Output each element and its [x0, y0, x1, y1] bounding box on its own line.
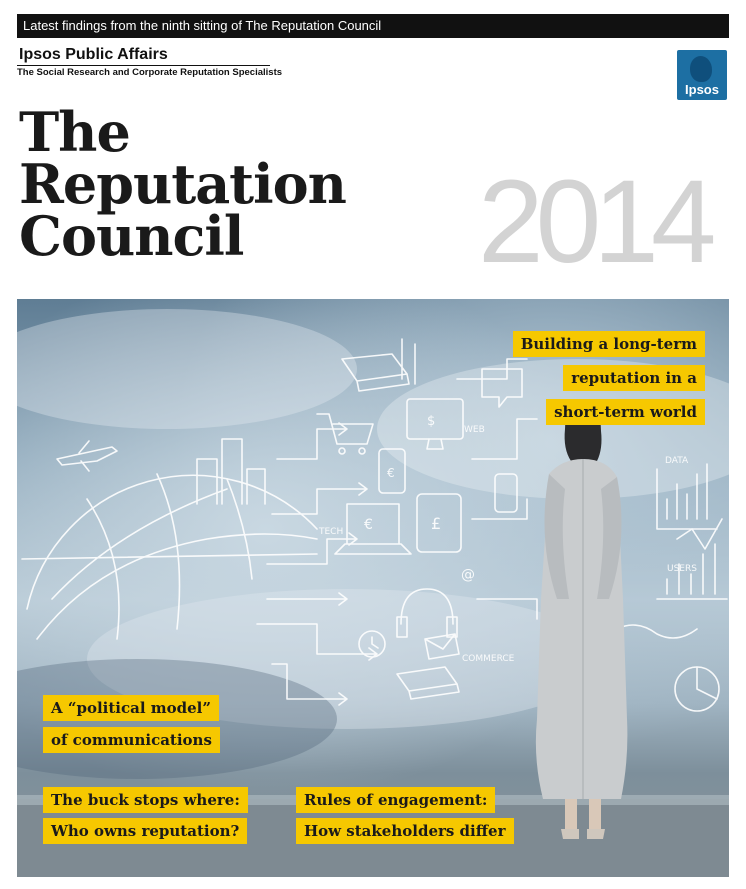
title-line-1: The — [19, 100, 130, 164]
at-symbol: @ — [461, 567, 475, 583]
callout-buck-2: Who owns reputation? — [43, 818, 247, 844]
pie-slice-sketch — [697, 667, 717, 699]
buildings-sketch — [197, 439, 265, 504]
logo-mark — [690, 56, 712, 82]
title-line-3: Council — [19, 204, 244, 268]
logo-text: Ipsos — [685, 82, 719, 97]
label-users: USERS — [667, 564, 697, 574]
callout-buck-1: The buck stops where: — [43, 787, 248, 813]
cart-sketch — [317, 414, 373, 454]
callout-building-1: Building a long-term — [513, 331, 705, 357]
label-commerce: COMMERCE — [462, 654, 515, 664]
hero-image — [17, 299, 729, 877]
callout-rules-1: Rules of engagement: — [296, 787, 495, 813]
title-year: 2014 — [478, 156, 709, 288]
callout-building-2: reputation in a — [563, 365, 705, 391]
arrow-sketch — [472, 499, 527, 519]
top-banner: Latest findings from the ninth sitting of The Reputation Council — [17, 14, 729, 38]
dollar-symbol: $ — [427, 414, 436, 429]
brand-block — [17, 46, 282, 78]
label-web: WEB — [464, 425, 485, 435]
airplane-sketch — [57, 441, 117, 471]
callout-political-1: A “political model” — [43, 695, 219, 721]
callout-building-3: short-term world — [546, 399, 705, 425]
wave-sketch — [617, 625, 697, 638]
callout-rules-2: How stakeholders differ — [296, 818, 514, 844]
title-line-2: Reputation — [19, 152, 346, 216]
page-title — [19, 100, 346, 268]
ipsos-logo — [677, 50, 727, 100]
arrow-sketch — [272, 483, 367, 514]
brand-name: Ipsos Public Affairs — [19, 46, 168, 63]
label-tech: TECH — [319, 527, 344, 537]
brand-divider — [17, 65, 270, 66]
label-data: DATA — [665, 456, 689, 466]
pound-symbol: £ — [431, 514, 442, 533]
cloud — [17, 309, 357, 429]
callout-political-2: of communications — [43, 727, 220, 753]
laptop-sketch — [335, 504, 411, 554]
euro-symbol: € — [364, 517, 373, 533]
euro-symbol-phone: € — [387, 466, 395, 480]
brand-tagline: The Social Research and Corporate Reputation Specialists — [17, 67, 283, 78]
